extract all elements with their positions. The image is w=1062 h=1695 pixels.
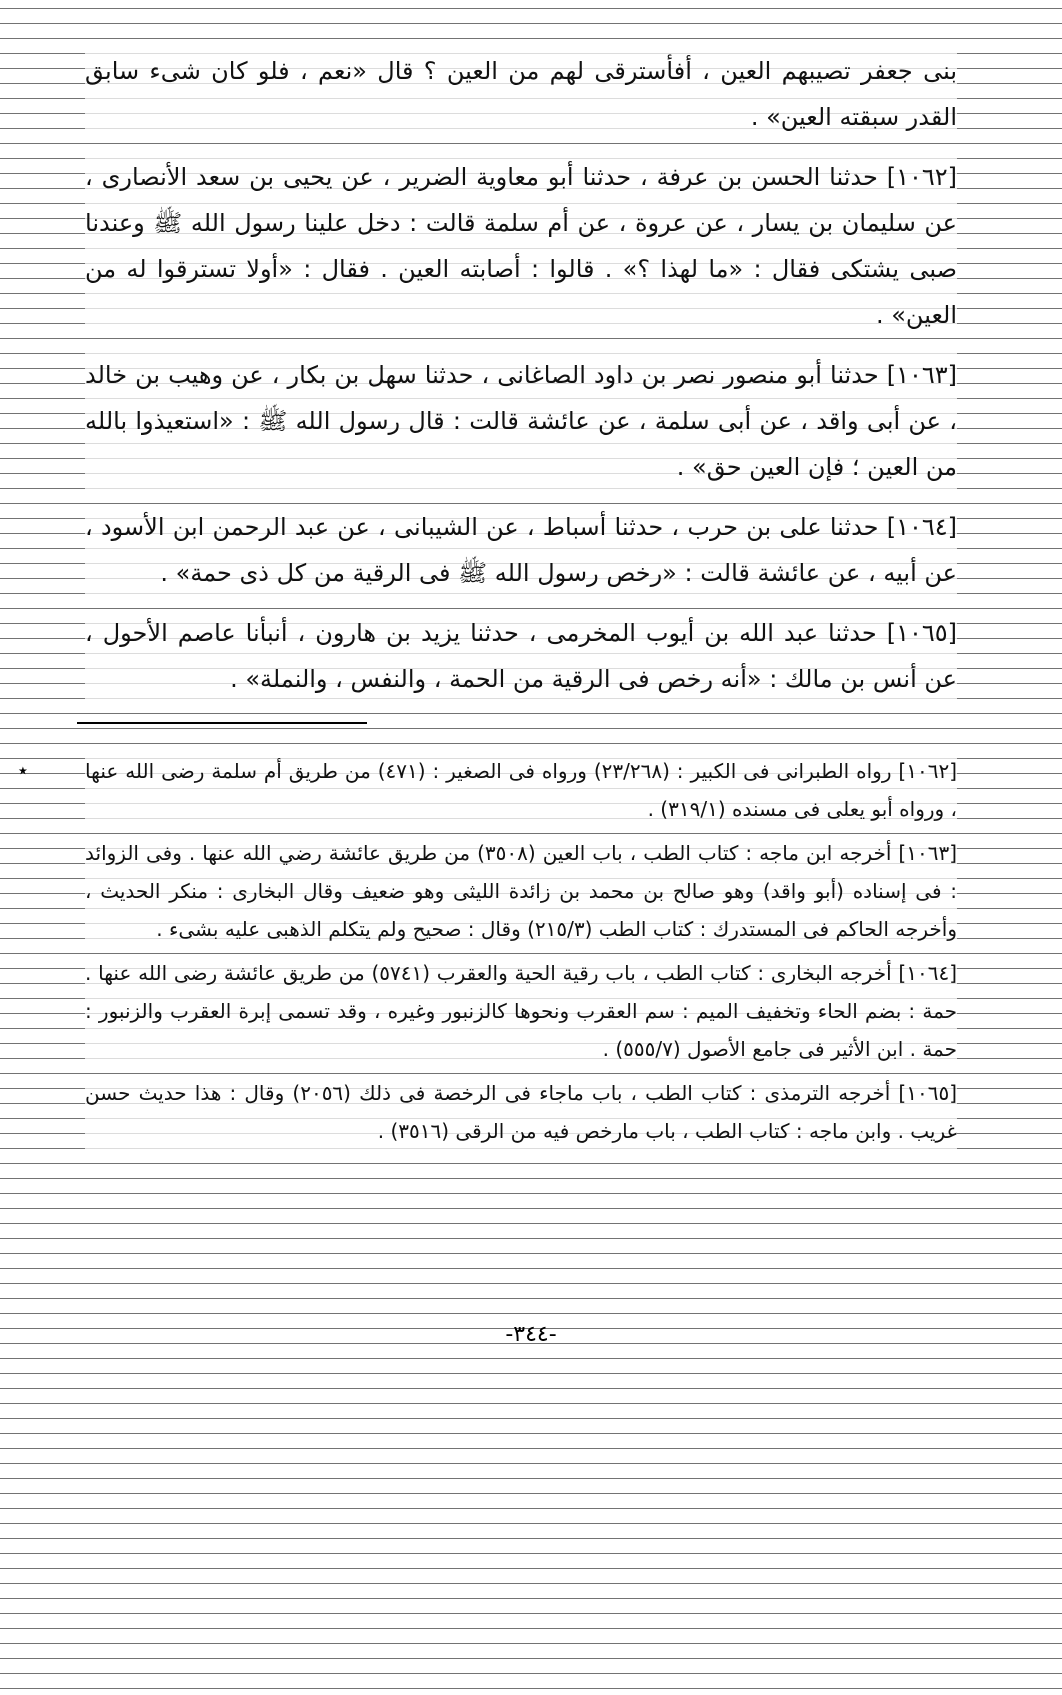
footnote-1064: [١٠٦٤] أخرجه البخارى : كتاب الطب ، باب رقية الحية والعقرب (٥٧٤١) من طريق عائشة رضى الله عنها . حمة : بضم الحاء وتخفيف الميم : سم العقرب ونحوها كالزنبور وغيره ، وقد تسمى إبرة العقرب والزنبور : حمة . ابن الأثير فى جامع الأصول (٥٥٥/٧) . <box>85 954 957 1068</box>
footnote-1062: [١٠٦٢] رواه الطبرانى فى الكبير : (٢٣/٢٦٨) ورواه فى الصغير : (٤٧١) من طريق أم سلمة رضى الله عنها ، ورواه أبو يعلى فى مسنده (٣١٩/١) . <box>85 752 957 828</box>
footnote-1063: [١٠٦٣] أخرجه ابن ماجه : كتاب الطب ، باب العين (٣٥٠٨) من طريق عائشة رضي الله عنها . وفى الزوائد : فى إسناده (أبو واقد) وهو صالح بن محمد بن زائدة الليثى وهو ضعيف وقال البخارى : منكر الحديث ، وأخرجه الحاكم فى المستدرك : كتاب الطب (٢١٥/٣) وقال : صحيح ولم يتكلم الذهبى عليه بشىء . <box>85 834 957 948</box>
footnotes <box>85 752 957 1150</box>
margin-mark: ٭ <box>18 760 28 781</box>
main-text <box>85 48 957 702</box>
hadith-1065: [١٠٦٥] حدثنا عبد الله بن أيوب المخرمى ، حدثنا يزيد بن هارون ، أنبأنا عاصم الأحول ، عن أنس بن مالك : «أنه رخص فى الرقية من الحمة ، والنفس ، والنملة» . <box>85 610 957 702</box>
page-number: -٣٤٤- <box>505 1322 557 1347</box>
hadith-1063: [١٠٦٣] حدثنا أبو منصور نصر بن داود الصاغانى ، حدثنا سهل بن بكار ، عن وهيب بن خالد ، عن أبى واقد ، عن أبى سلمة ، عن عائشة قالت : قال رسول الله ﷺ : «استعيذوا بالله من العين ؛ فإن العين حق» . <box>85 352 957 490</box>
page-content <box>85 48 957 1156</box>
footnote-separator <box>77 722 367 724</box>
footnote-1065: [١٠٦٥] أخرجه الترمذى : كتاب الطب ، باب ماجاء فى الرخصة فى ذلك (٢٠٥٦) وقال : هذا حديث حسن غريب . وابن ماجه : كتاب الطب ، باب مارخص فيه من الرقى (٣٥١٦) . <box>85 1074 957 1150</box>
hadith-1062: [١٠٦٢] حدثنا الحسن بن عرفة ، حدثنا أبو معاوية الضرير ، عن يحيى بن سعد الأنصارى ، عن سليمان بن يسار ، عن عروة ، عن أم سلمة قالت : دخل علينا رسول الله ﷺ وعندنا صبى يشتكى فقال : «ما لهذا ؟» . قالوا : أصابته العين . فقال : «أولا تسترقوا له من العين» . <box>85 154 957 338</box>
paragraph-continuation: بنى جعفر تصيبهم العين ، أفأسترقى لهم من العين ؟ قال «نعم ، فلو كان شىء سابق القدر سبقته العين» . <box>85 48 957 140</box>
hadith-1064: [١٠٦٤] حدثنا على بن حرب ، حدثنا أسباط ، عن الشيبانى ، عن عبد الرحمن ابن الأسود ، عن أبيه ، عن عائشة قالت : «رخص رسول الله ﷺ فى الرقية من كل ذى حمة» . <box>85 504 957 596</box>
